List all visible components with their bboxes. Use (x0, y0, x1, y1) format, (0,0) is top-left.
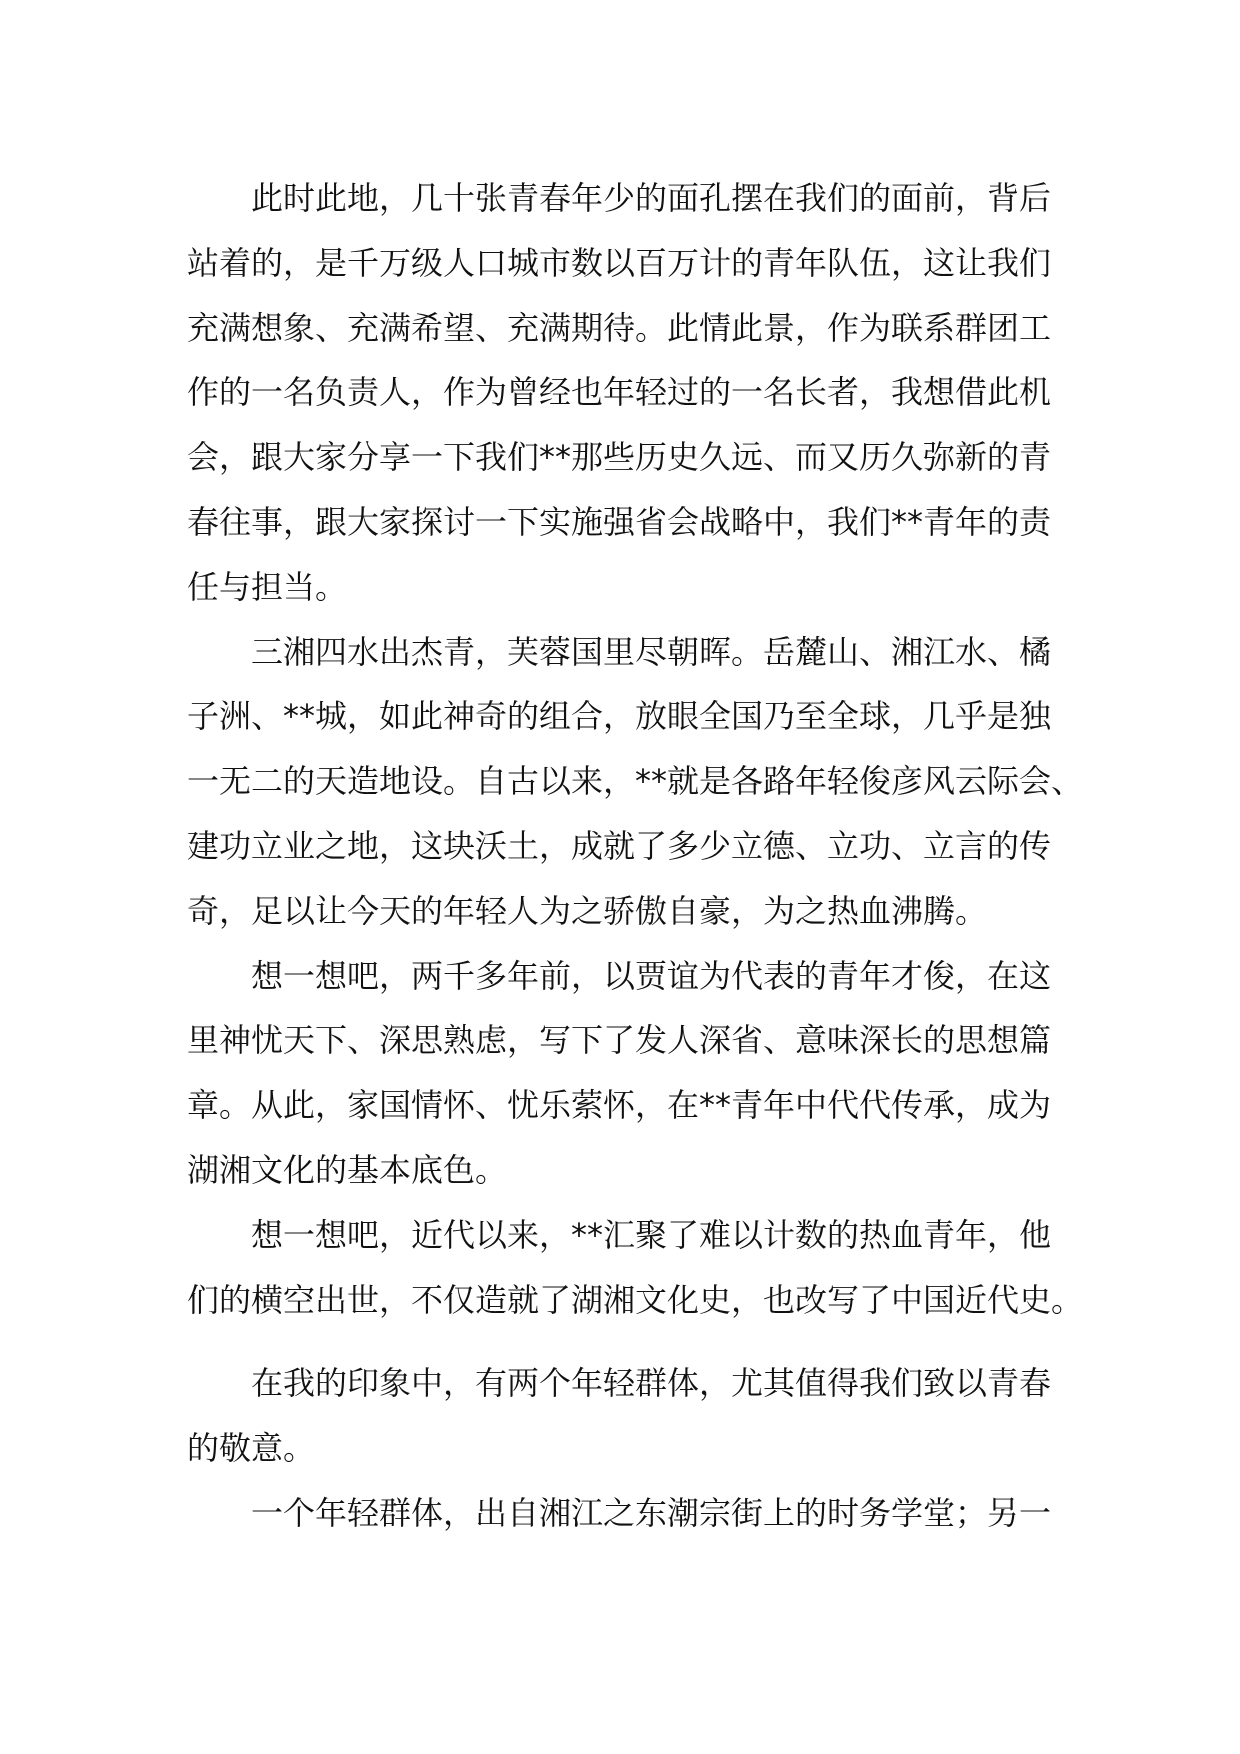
text-line: 在我的印象中，有两个年轻群体，尤其值得我们致以青春 (251, 1364, 1052, 1403)
text-line: 一个年轻群体，出自湘江之东潮宗街上的时务学堂；另一 (251, 1493, 1052, 1532)
text-line: 子洲、**城，如此神奇的组合，放眼全国乃至全球，几乎是独 (187, 697, 1052, 736)
paragraph-3 (187, 944, 1067, 1203)
paragraph-4 (187, 1203, 1084, 1333)
text-line: 想一想吧，两千多年前，以贾谊为代表的青年才俊，在这 (251, 956, 1052, 995)
paragraph-6 (187, 1481, 1067, 1546)
text-line: 充满想象、充满希望、充满期待。此情此景，作为联系群团工 (187, 308, 1052, 347)
text-line: 会，跟大家分享一下我们**那些历史久远、而又历久弥新的青 (187, 438, 1052, 477)
text-line: 湖湘文化的基本底色。 (187, 1150, 508, 1189)
paragraph-5 (187, 1351, 1067, 1481)
text-line: 三湘四水出杰青，芙蓉国里尽朝晖。岳麓山、湘江水、橘 (251, 632, 1052, 671)
text-line: 一无二的天造地设。自古以来，**就是各路年轻俊彦风云际会、 (187, 762, 1084, 801)
text-line: 作的一名负责人，作为曾经也年轻过的一名长者，我想借此机 (187, 373, 1052, 412)
text-line: 春往事，跟大家探讨一下实施强省会战略中，我们**青年的责 (187, 502, 1052, 541)
text-line: 此时此地，几十张青春年少的面孔摆在我们的面前，背后 (251, 179, 1052, 217)
text-line: 想一想吧，近代以来，**汇聚了难以计数的热血青年，他 (251, 1215, 1052, 1254)
text-line: 的敬意。 (187, 1429, 316, 1468)
paragraph-2 (187, 620, 1084, 944)
text-line: 站着的，是千万级人口城市数以百万计的青年队伍，这让我们 (187, 243, 1052, 282)
text-line: 奇，足以让今天的年轻人为之骄傲自豪，为之热血沸腾。 (187, 891, 988, 930)
document-body (187, 166, 1084, 1546)
text-line: 章。从此，家国情怀、忧乐萦怀，在**青年中代代传承，成为 (187, 1086, 1052, 1125)
paragraph-gap (187, 1332, 1067, 1351)
text-line: 任与担当。 (187, 567, 348, 606)
text-line: 们的横空出世，不仅造就了湖湘文化史，也改写了中国近代史。 (187, 1280, 1084, 1319)
text-line: 建功立业之地，这块沃土，成就了多少立德、立功、立言的传 (187, 826, 1052, 865)
paragraph-1 (187, 166, 1067, 620)
text-line: 里神忧天下、深思熟虑，写下了发人深省、意味深长的思想篇 (187, 1021, 1052, 1060)
